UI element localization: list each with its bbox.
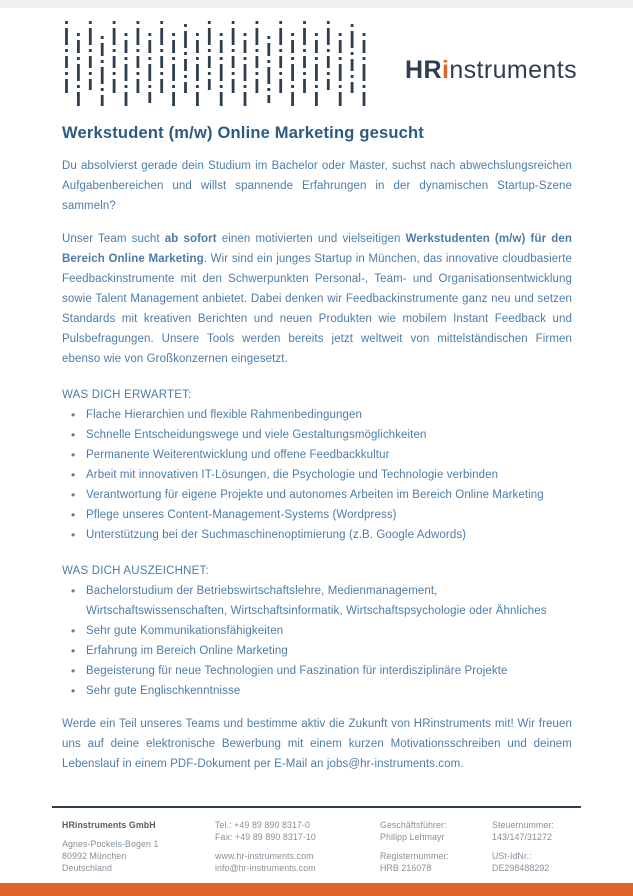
ceo-name: Philipp Lehmayr — [380, 832, 445, 842]
company-address-line: Agnes-Pockels-Bogen 1 — [62, 839, 159, 849]
footer-tax-column — [492, 819, 593, 874]
fax-number: Fax: +49 89 890 8317-10 — [215, 832, 316, 842]
list-item: • Begeisterung für neue Technologien und Faszination für interdisziplinäre Projekte — [62, 661, 572, 681]
page-top-edge — [0, 0, 633, 8]
list-item: • Permanente Weiterentwicklung und offene Feedbackkultur — [62, 445, 572, 465]
team-paragraph — [62, 229, 572, 369]
register-number: HRB 216078 — [380, 863, 432, 873]
footer-contact-column — [215, 819, 380, 874]
vat-number: DE298488292 — [492, 863, 550, 873]
team-paragraph-bold-ab-sofort: ab sofort — [164, 233, 217, 245]
wordmark-rest: nstruments — [449, 55, 577, 84]
tax-number: 143/147/31272 — [492, 832, 553, 842]
wordmark-i-accent: i — [441, 55, 450, 84]
list-item: • Arbeit mit innovativen IT-Lösungen, die Psychologie und Technologie verbinden — [62, 465, 572, 485]
register-label: Registernummer: — [380, 851, 449, 861]
footer — [0, 806, 633, 896]
section-heading-profile: WAS DICH AUSZEICHNET: — [62, 565, 209, 577]
wordmark-hr: HR — [405, 55, 442, 84]
list-item: • Sehr gute Englischkenntnisse — [62, 681, 572, 701]
header — [0, 8, 633, 108]
company-address-line: Deutschland — [62, 863, 113, 873]
ceo-label: Geschäftsführer: — [380, 820, 447, 830]
website-link: www.hr-instruments.com — [215, 851, 314, 861]
vat-label: USt-IdNr.: — [492, 851, 532, 861]
list-item: • Unterstützung bei der Suchmaschinenoptimierung (z.B. Google Adwords) — [62, 525, 572, 545]
brand-logo-pattern — [62, 16, 374, 108]
list-item: • Pflege unseres Content-Management-Systems (Wordpress) — [62, 505, 572, 525]
list-item: • Verantwortung für eigene Projekte und autonomes Arbeiten im Bereich Online Marketing — [62, 485, 572, 505]
list-item: • Bachelorstudium der Betriebswirtschaftslehre, Medienmanagement, Wirtschaftswissenschaften, Wirtschaftsinformatik, Wirtschaftspsychologie oder Ähnliches — [62, 581, 572, 621]
closing-paragraph: Werde ein Teil unseres Teams und bestimme aktiv die Zukunft von HRinstruments mit! Wir freuen uns auf deine elektronische Bewerbung mit einem kurzen Motivationsschreiben und deinem Lebenslauf in einem PDF-Dokument per E-Mail an jobs@hr-instruments.com. — [62, 718, 572, 770]
phone-number: Tel.: +49 89 890 8317-0 — [215, 820, 310, 830]
list-item: • Schnelle Entscheidungswege und viele Gestaltungsmöglichkeiten — [62, 425, 572, 445]
list-item: • Sehr gute Kommunikationsfähigkeiten — [62, 621, 572, 641]
company-name: HRinstruments GmbH — [62, 820, 156, 830]
email-address: info@hr-instruments.com — [215, 863, 316, 873]
footer-orange-bar — [0, 883, 633, 896]
team-paragraph-seg1: Unser Team sucht — [62, 233, 165, 245]
profile-list — [62, 581, 572, 701]
company-address-line: 80992 München — [62, 851, 127, 861]
brand-wordmark — [405, 40, 577, 85]
team-paragraph-seg3: . Wir sind ein junges Startup in München, das innovative cloudbasierte Feedbackinstrumente mit den Schwerpunkten Personal-, Team- und Organisationsentwicklung sowie Talent Management anbietet. Dabei denken wir Feedbackinstrumente ganz neu und setzen Standards mit kreativen Berichten und neuen Produkten wie mobilem Instant Feedback und Pulsbefragungen. Unsere Tools werden bereits jetzt weltweit von mittelständischen Firmen ebenso wie von Großkonzernen eingesetzt. — [62, 253, 572, 365]
list-item: • Flache Hierarchien und flexible Rahmenbedingungen — [62, 405, 572, 425]
section-heading-expect: WAS DICH ERWARTET: — [62, 389, 192, 401]
tax-label: Steuernummer: — [492, 820, 554, 830]
list-item: • Erfahrung im Bereich Online Marketing — [62, 641, 572, 661]
expect-list — [62, 405, 572, 545]
page-title: Werkstudent (m/w) Online Marketing gesucht — [62, 124, 424, 142]
document-body — [0, 124, 633, 774]
footer-legal-column — [380, 819, 492, 874]
intro-paragraph: Du absolvierst gerade dein Studium im Bachelor oder Master, suchst nach abwechslungsreichen Aufgabenbereichen und willst spannende Erfahrungen in der dynamischen Startup-Szene sammeln? — [62, 160, 572, 212]
team-paragraph-seg2: einen motivierten und vielseitigen — [216, 233, 406, 245]
footer-company-column — [62, 819, 215, 874]
team-paragraph-bold-position: Werkstudenten (m/w) für den Bereich Online Marketing — [62, 233, 572, 265]
footer-columns — [0, 808, 633, 874]
